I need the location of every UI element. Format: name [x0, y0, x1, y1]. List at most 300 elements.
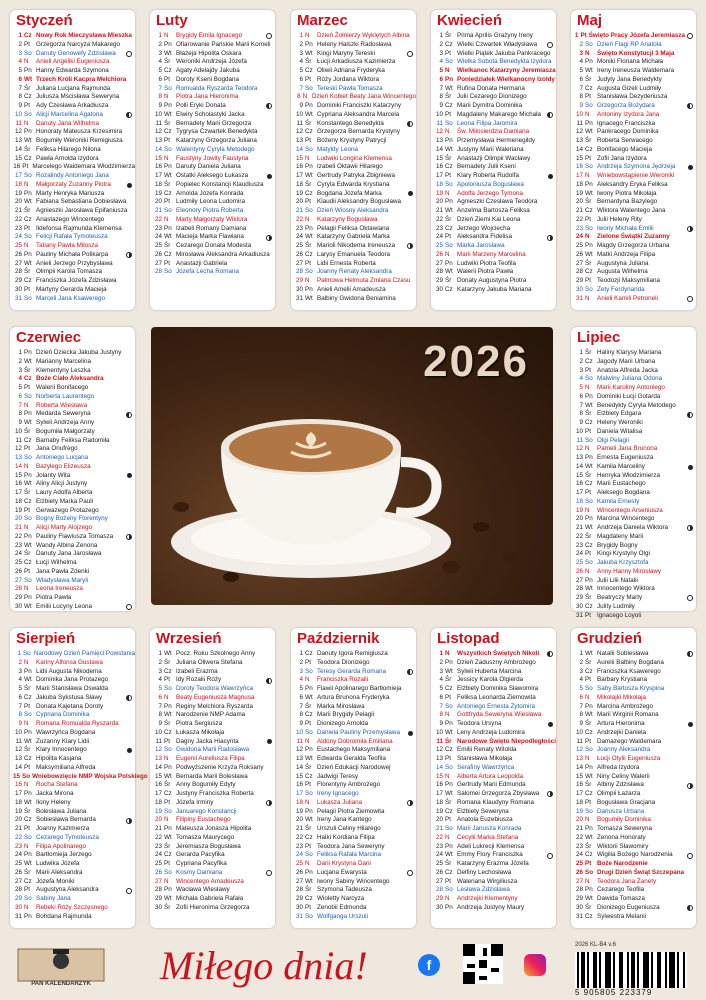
weekday: Pt	[24, 567, 30, 575]
name-day: Niny Celiny Walerii	[597, 772, 650, 780]
name-day: Damazego Waldemara	[597, 737, 662, 745]
name-day: Dionizego Eugeniusza	[597, 903, 660, 911]
day-row	[153, 58, 275, 67]
moon-phase-icon	[126, 888, 132, 894]
moon-phase-icon	[407, 669, 413, 675]
name-day: Wigilia Bożego Narodzenia	[597, 851, 673, 859]
weekday: Pt	[585, 860, 592, 867]
name-day: Marka Jarosława	[457, 242, 505, 249]
day-row	[13, 869, 135, 878]
day-row	[574, 349, 696, 358]
name-day: Lidii Augusta Nikodema	[36, 667, 102, 675]
day-row	[13, 111, 135, 120]
name-day: Eugenii Aureliusza Filipa	[176, 755, 245, 762]
day-number: 12	[14, 746, 22, 754]
weekday: Pt	[305, 137, 311, 144]
day-number: 2	[158, 40, 162, 48]
weekday: Śr	[24, 807, 31, 815]
weekday: Pn	[445, 75, 454, 83]
day-row	[13, 198, 135, 207]
day-row	[13, 711, 135, 720]
instagram-icon[interactable]	[524, 954, 546, 976]
day-row	[294, 676, 416, 685]
weekday: Pn	[445, 198, 453, 206]
day-number: 3	[439, 49, 443, 57]
weekday: Pt	[305, 259, 311, 267]
weekday: So	[585, 163, 593, 171]
day-row	[574, 419, 696, 428]
name-day: Gerarda Pacyfika	[176, 851, 225, 859]
weekday: So	[445, 886, 453, 894]
day-row	[574, 568, 696, 577]
moon-phase-icon	[408, 191, 413, 196]
day-number: 1	[439, 32, 443, 39]
day-row	[574, 32, 696, 41]
weekday: N	[305, 154, 310, 162]
name-day: Bernadety Marii Grzegorza	[176, 119, 252, 127]
day-row	[13, 76, 135, 85]
day-row	[294, 268, 416, 277]
weekday: Cz	[164, 250, 172, 258]
weekday: Pn	[24, 349, 32, 356]
name-day: Marcina Wincentego	[597, 515, 655, 523]
day-number: 20	[295, 816, 303, 824]
day-row	[13, 480, 135, 489]
weekday: N	[24, 720, 29, 727]
day-row	[294, 729, 416, 738]
weekday: Wt	[24, 798, 32, 806]
day-number: 4	[439, 676, 443, 684]
name-day: Palmowa Helmuta Zmiana Czasu	[317, 277, 411, 284]
weekday: So	[305, 84, 313, 92]
weekday: Wt	[24, 259, 32, 267]
name-day: Heleny Weroniki	[597, 419, 643, 426]
weekday: Cz	[24, 154, 32, 162]
day-row	[294, 198, 416, 207]
day-number: 23	[154, 224, 162, 232]
day-row	[434, 251, 556, 260]
day-number: 11	[15, 737, 22, 745]
name-day: Bohdana Rajmunda	[36, 912, 92, 920]
name-day: Katarzyny Jakuba Mariana	[457, 285, 532, 293]
name-day: Stanisława Dezyderiusza	[597, 93, 668, 101]
day-number: 17	[435, 172, 443, 179]
name-day: Beaty Eugeniusza Magnusa	[176, 693, 255, 701]
name-day: Wszystkich Świętych Nikoli	[457, 650, 540, 657]
day-row	[153, 878, 275, 887]
day-row	[13, 524, 135, 533]
moon-phase-icon	[266, 870, 272, 876]
name-day: Marceli Jana Ksawerego	[36, 294, 105, 302]
day-number: 1	[574, 32, 579, 39]
day-row	[294, 860, 416, 869]
name-day: Ernesta Eugeniusza	[597, 454, 654, 461]
moon-phase-icon	[126, 818, 132, 824]
name-day: Alfreda Izydora	[597, 763, 640, 771]
weekday: N	[24, 180, 29, 188]
day-row	[294, 93, 416, 102]
weekday: Cz	[585, 851, 593, 859]
day-number: 26	[575, 567, 583, 575]
weekday: So	[164, 807, 172, 815]
weekday: So	[24, 172, 32, 179]
name-day: Julii Lilii Natalii	[597, 576, 638, 584]
name-day: Juliana Oliwera Stefana	[176, 658, 243, 666]
name-day: Wielki Czwartek Władysława	[457, 40, 538, 48]
day-row	[294, 711, 416, 720]
day-row	[294, 843, 416, 852]
name-day: Olimpii Karola Tomasza	[36, 268, 103, 276]
weekday: Wt	[305, 877, 313, 885]
weekday: Cz	[24, 816, 32, 824]
day-number: 26	[14, 250, 22, 258]
day-number: 23	[575, 842, 583, 850]
name-day: Popielec Konstancji Klaudiusza	[176, 180, 264, 188]
day-row	[153, 172, 275, 181]
name-day: Wielkanoc Katarzyny Jeremiasza	[457, 67, 556, 74]
name-day: Pocz. Roku Szkolnego Anny	[176, 650, 256, 657]
day-number: 23	[435, 842, 443, 850]
weekday: N	[24, 401, 29, 409]
weekday: Wt	[585, 401, 593, 409]
day-row	[294, 260, 416, 269]
day-row	[574, 155, 696, 164]
name-day: Feliksa Hilarego Nilona	[36, 145, 101, 153]
day-row	[153, 93, 275, 102]
day-number: 12	[14, 445, 22, 453]
day-number: 6	[158, 693, 162, 701]
weekday: Śr	[305, 242, 312, 249]
day-number: 22	[435, 215, 443, 223]
day-row	[294, 703, 416, 712]
name-day: Aleksego Bogdana	[597, 489, 650, 496]
weekday: So	[22, 772, 31, 780]
name-day: Martyny Gerarda Macieja	[36, 285, 107, 293]
name-day: Julii Cezarego Dionizego	[457, 93, 527, 101]
day-row	[434, 781, 556, 790]
day-row	[434, 799, 556, 808]
day-number: 17	[14, 489, 22, 496]
weekday: Wt	[164, 49, 172, 57]
weekday: Pt	[164, 259, 170, 267]
name-day: Elwiry Scholastyki Jacka	[176, 110, 245, 118]
name-day: Aliny Alicji Justyny	[36, 480, 88, 488]
weekday: So	[24, 233, 32, 241]
day-number: 11	[576, 119, 583, 127]
weekday: Wt	[24, 480, 32, 488]
day-row	[434, 102, 556, 111]
day-number: 5	[579, 384, 583, 391]
day-number: 15	[575, 772, 583, 780]
weekday: N	[305, 676, 310, 684]
weekday: N	[24, 119, 29, 127]
weekday: Pn	[445, 720, 453, 727]
weekday: Cz	[445, 224, 453, 232]
name-day: Zuzanny Klary Lidii	[36, 737, 90, 745]
day-row	[13, 419, 135, 428]
weekday: N	[305, 860, 310, 867]
name-day: Natalii Sobiesława	[597, 650, 649, 657]
weekday: Pt	[305, 781, 311, 789]
name-day: Emmy Flory Franciszka	[457, 851, 523, 859]
weekday: Pn	[305, 868, 313, 876]
day-row	[574, 738, 696, 747]
name-day: Anatola Euzebiusza	[457, 816, 513, 824]
weekday: N	[445, 711, 450, 719]
day-number: 20	[575, 515, 583, 523]
day-row	[294, 172, 416, 181]
name-day: Pameli Jana Brunona	[597, 445, 658, 453]
weekday: So	[305, 912, 313, 920]
day-number: 18	[14, 798, 22, 806]
day-row	[13, 843, 135, 852]
day-number: 4	[579, 375, 583, 383]
name-day: Walerii Piotra Pawła	[457, 268, 514, 276]
weekday: Cz	[164, 667, 172, 675]
day-row	[153, 659, 275, 668]
day-row	[574, 402, 696, 411]
weekday: Pt	[585, 737, 591, 745]
month-card	[291, 10, 416, 310]
weekday: N	[24, 781, 29, 789]
day-number: 17	[295, 172, 303, 179]
name-day: Artura Hieronima	[597, 720, 645, 727]
day-number: 7	[439, 702, 443, 710]
day-row	[574, 268, 696, 277]
name-day: Laury Adolfa Alberta	[36, 489, 93, 496]
weekday: Śr	[305, 180, 312, 188]
name-day: Elżbiety Seweryna	[457, 807, 509, 815]
weekday: Wt	[24, 737, 32, 745]
weekday: So	[445, 763, 453, 771]
day-number: 8	[299, 711, 303, 719]
day-row	[13, 729, 135, 738]
weekday: N	[24, 658, 29, 666]
day-number: 12	[14, 128, 22, 136]
name-day: Saby Bartosza Kryspina	[597, 685, 665, 692]
name-day: Józefa Moniki	[36, 877, 75, 885]
name-day: Romana Romualda Ryszarda	[36, 720, 119, 727]
weekday: Pn	[164, 102, 172, 109]
weekday: Śr	[585, 410, 592, 418]
day-number: 23	[154, 842, 162, 850]
day-row	[574, 869, 696, 878]
day-number: 28	[14, 268, 22, 276]
weekday: Wt	[445, 268, 453, 276]
day-number: 27	[295, 259, 303, 267]
day-number: 14	[575, 462, 583, 470]
day-number: 2	[439, 658, 443, 666]
day-number: 17	[154, 790, 162, 797]
day-number: 18	[295, 798, 303, 806]
weekday: Pn	[585, 180, 593, 188]
day-number: 15	[13, 772, 21, 780]
day-row	[434, 85, 556, 94]
name-day: Rocha Stefana	[36, 781, 78, 789]
day-number: 26	[14, 868, 22, 876]
moon-phase-icon	[407, 243, 413, 249]
name-day: Magdy Grzegorza Urbana	[597, 242, 670, 249]
name-day: Zenona Honoraty	[597, 833, 646, 841]
weekday: Cz	[305, 650, 313, 657]
weekday: Cz	[445, 807, 453, 815]
day-number: 7	[299, 702, 303, 710]
name-day: Katarzyny Bogusława	[317, 215, 378, 223]
name-day: Anzelma Bartosza Feliksa	[457, 207, 530, 214]
weekday: So	[24, 711, 32, 719]
day-row	[574, 720, 696, 729]
name-day: Szymona Tadeusza	[317, 886, 372, 894]
name-day: Bernadety Julii Kseni	[457, 163, 516, 171]
weekday: N	[24, 462, 29, 470]
name-day: Mikołajki Mikołaja	[597, 693, 646, 701]
name-day: Wiktorii Sławomiry	[597, 842, 649, 850]
weekday: N	[585, 755, 590, 762]
day-number: 17	[295, 790, 303, 797]
name-day: Cypriana Aleksandra Marcela	[317, 110, 400, 118]
weekday: Wt	[164, 833, 172, 841]
name-day: Wandy Albina Zenona	[36, 541, 98, 549]
day-row	[574, 895, 696, 904]
weekday: Pt	[305, 75, 311, 83]
day-row	[434, 32, 556, 41]
weekday: Śr	[24, 746, 31, 754]
name-day: Aurelii Balbiny Bogdana	[597, 658, 664, 666]
name-day: Walerii Bonifacego	[36, 384, 89, 391]
day-row	[294, 111, 416, 120]
weekday: N	[445, 895, 450, 902]
day-number: 6	[299, 75, 303, 83]
day-number: 24	[154, 233, 162, 241]
day-row	[153, 869, 275, 878]
moon-phase-icon	[127, 183, 132, 188]
day-number: 16	[435, 163, 443, 171]
day-row	[13, 375, 135, 384]
weekday: So	[24, 515, 32, 523]
day-number: 15	[295, 772, 303, 780]
weekday: Wt	[305, 693, 313, 701]
name-day: Gertrudy Patryka Zbigniewa	[317, 172, 396, 179]
weekday: N	[164, 215, 169, 223]
day-number: 16	[14, 781, 22, 789]
day-number: 4	[18, 58, 22, 66]
day-row	[13, 402, 135, 411]
day-row	[294, 659, 416, 668]
day-list	[150, 30, 275, 277]
name-day: Grzegorza Bernarda Krystyny	[317, 128, 400, 136]
name-day: Barnaby Feliksa Radomiła	[36, 436, 110, 444]
day-number: 15	[154, 772, 162, 780]
day-number: 30	[295, 285, 303, 293]
day-row	[13, 515, 135, 524]
facebook-icon[interactable]: f	[418, 954, 440, 976]
day-number: 16	[14, 480, 22, 488]
day-list	[291, 648, 416, 921]
day-number: 21	[14, 825, 22, 832]
weekday: Śr	[24, 427, 31, 435]
weekday: Śr	[585, 259, 592, 267]
weekday: Pt	[585, 93, 591, 101]
day-number: 19	[154, 189, 162, 197]
weekday: Cz	[305, 895, 313, 902]
name-day: Tomasza Seweryna	[597, 825, 652, 832]
weekday: So	[24, 454, 32, 461]
day-row	[13, 851, 135, 860]
weekday: Pn	[585, 825, 593, 832]
day-row	[153, 120, 275, 129]
weekday: Pn	[305, 685, 313, 692]
day-row	[294, 163, 416, 172]
day-number: 9	[579, 102, 583, 109]
day-number: 15	[575, 471, 583, 479]
name-day: Katarzyny Grzegorza Juliana	[176, 137, 257, 144]
moon-phase-icon	[407, 870, 413, 876]
day-row	[153, 694, 275, 703]
day-number: 25	[154, 860, 162, 867]
day-number: 11	[436, 119, 443, 127]
day-number: 20	[575, 198, 583, 206]
weekday: Śr	[445, 860, 452, 867]
day-row	[434, 746, 556, 755]
name-day: Jana Onufrego	[36, 445, 78, 453]
day-number: 6	[299, 693, 303, 701]
day-number: 12	[575, 746, 583, 754]
moon-phase-icon	[688, 722, 693, 727]
qr-code-icon[interactable]	[463, 944, 503, 984]
name-day: Augustyna Aleksandra	[36, 886, 99, 894]
day-row	[574, 773, 696, 782]
weekday: So	[24, 895, 32, 902]
day-number: 29	[14, 277, 22, 284]
name-day: Adolfa Jerzego Tymona	[457, 189, 524, 197]
day-number: 14	[435, 763, 443, 771]
name-day: Lidii Ernesta Roberta	[317, 259, 376, 267]
day-number: 19	[154, 807, 162, 815]
day-row	[574, 233, 696, 242]
name-day: Romana Klaudyny Romana	[457, 798, 535, 806]
name-day: Elżbiety Edgara	[597, 410, 642, 418]
name-day: Hipolita Kasjana	[36, 755, 82, 762]
day-row	[13, 489, 135, 498]
name-day: Łucji Arkadiusza Kazimierza	[317, 58, 396, 66]
day-row	[153, 207, 275, 216]
name-day: Józefa Lecha Romana	[176, 268, 240, 276]
name-day: Albiny Zdzisława	[597, 781, 644, 789]
weekday: So	[585, 807, 593, 815]
day-number: 3	[18, 49, 22, 57]
day-row	[434, 904, 556, 913]
name-day: Magdaleny Marii	[597, 532, 644, 540]
weekday: Pn	[585, 763, 593, 771]
name-day: Larysy Emanuela Teodora	[317, 250, 391, 258]
moon-phase-icon	[547, 112, 553, 118]
name-day: Anieli Amelii Amadeusza	[317, 285, 386, 293]
day-row	[574, 550, 696, 559]
day-row	[13, 542, 135, 551]
day-row	[294, 137, 416, 146]
day-number: 20	[14, 198, 22, 206]
weekday: N	[24, 524, 29, 531]
name-day: Oliwii Adriana Fryderyka	[317, 67, 385, 74]
day-number: 9	[299, 102, 303, 109]
name-day: Dzień Flagi RP Anatola	[597, 40, 662, 48]
day-number: 22	[14, 532, 22, 540]
weekday: Śr	[585, 658, 592, 666]
day-number: 3	[18, 366, 22, 374]
day-number: 17	[435, 790, 443, 797]
name-day: Teresy Gerarda Romana	[317, 667, 386, 675]
month-name: Wrzesień	[156, 630, 222, 647]
